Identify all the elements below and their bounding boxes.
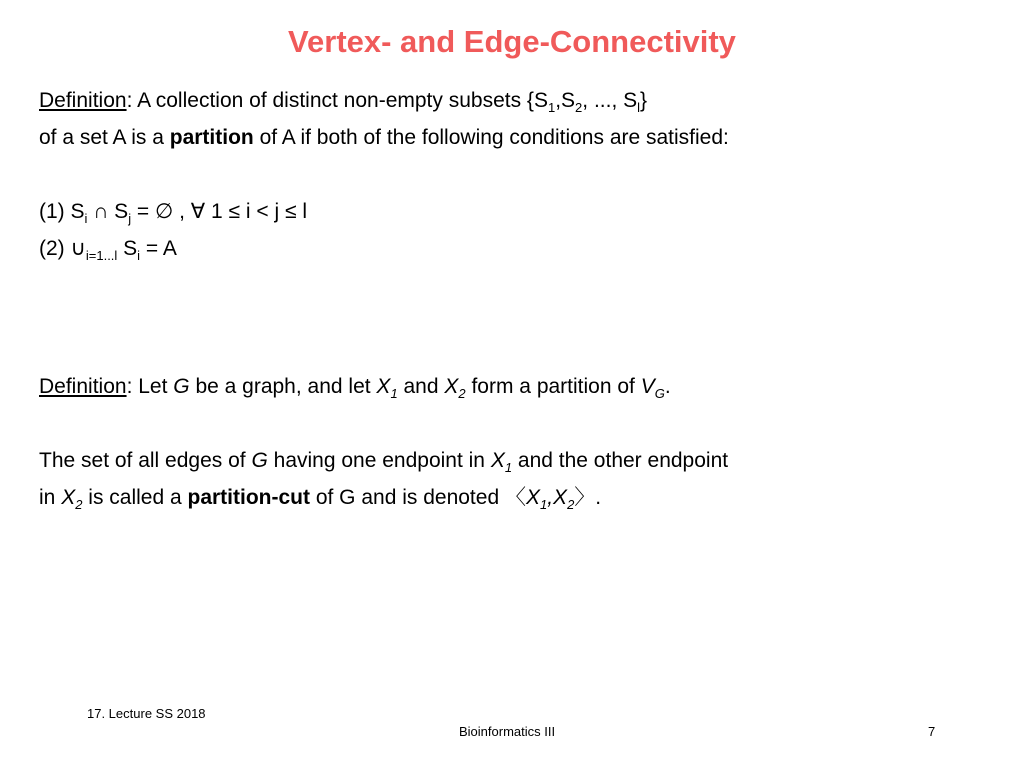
symbol: X [490,449,505,472]
text: : A collection of distinct non-empty subsets {S [126,89,548,112]
text: = ∅ , ∀ 1 ≤ i < j ≤ l [131,200,308,223]
text: is called a [82,486,188,509]
subscript: 2 [575,100,583,115]
text: of a set A is a [39,126,170,149]
symbol: V [640,375,655,398]
subscript: i [84,211,88,226]
text: 〉. [574,486,602,509]
subscript: 2 [458,386,466,401]
text: of A if both of the following conditions are satisfied: [253,126,729,149]
subscript: i [137,248,141,263]
text: , ..., S [582,89,638,112]
text: The set of all edges of [39,449,252,472]
text: having one endpoint in [267,449,491,472]
subscript: j [128,211,132,226]
text: ,S [555,89,576,112]
subscript: i=1...l [85,248,118,263]
definition-1-line-2 [39,125,729,151]
symbol: X [525,486,540,509]
text: of G and is denoted 〈 [309,486,526,509]
subscript: 1 [504,460,513,475]
symbol: G [173,375,190,398]
symbol: X [553,486,568,509]
symbol: X [376,375,391,398]
subscript: 1 [390,386,398,401]
text: } [640,89,648,112]
text: form a partition of [465,375,641,398]
subscript: G [654,386,665,401]
text: (1) S [39,200,85,223]
subscript: l [637,100,641,115]
text: ∩ S [87,200,129,223]
symbol: X [444,375,459,398]
symbol: G [251,449,268,472]
text: and the other endpoint [512,449,729,472]
subscript: 2 [75,497,83,512]
text: : Let [126,375,174,398]
page-number: 7 [928,724,936,739]
condition-1 [39,199,307,225]
subscript: 2 [567,497,575,512]
symbol: X [61,486,76,509]
definition-1-line-1 [39,88,647,114]
text: . [664,375,671,398]
text: and [397,375,445,398]
cut-line-2 [39,485,601,511]
definition-2 [39,374,671,400]
condition-2 [39,236,177,262]
text: = A [140,237,177,260]
slide-title: Vertex- and Edge-Connectivity [288,24,736,59]
footer-lecture: 17. Lecture SS 2018 [87,706,206,721]
term-partition-cut: partition-cut [187,486,310,509]
text: , [547,486,554,509]
text: in [39,486,62,509]
definition-label: Definition [39,375,127,398]
cut-line-1 [39,448,728,474]
text: S [117,237,138,260]
text: be a graph, and let [189,375,377,398]
text: (2) ∪ [39,237,86,260]
term-partition: partition [169,126,254,149]
footer-course: Bioinformatics III [459,724,556,739]
definition-label: Definition [39,89,127,112]
subscript: 1 [539,497,548,512]
subscript: 1 [547,100,556,115]
